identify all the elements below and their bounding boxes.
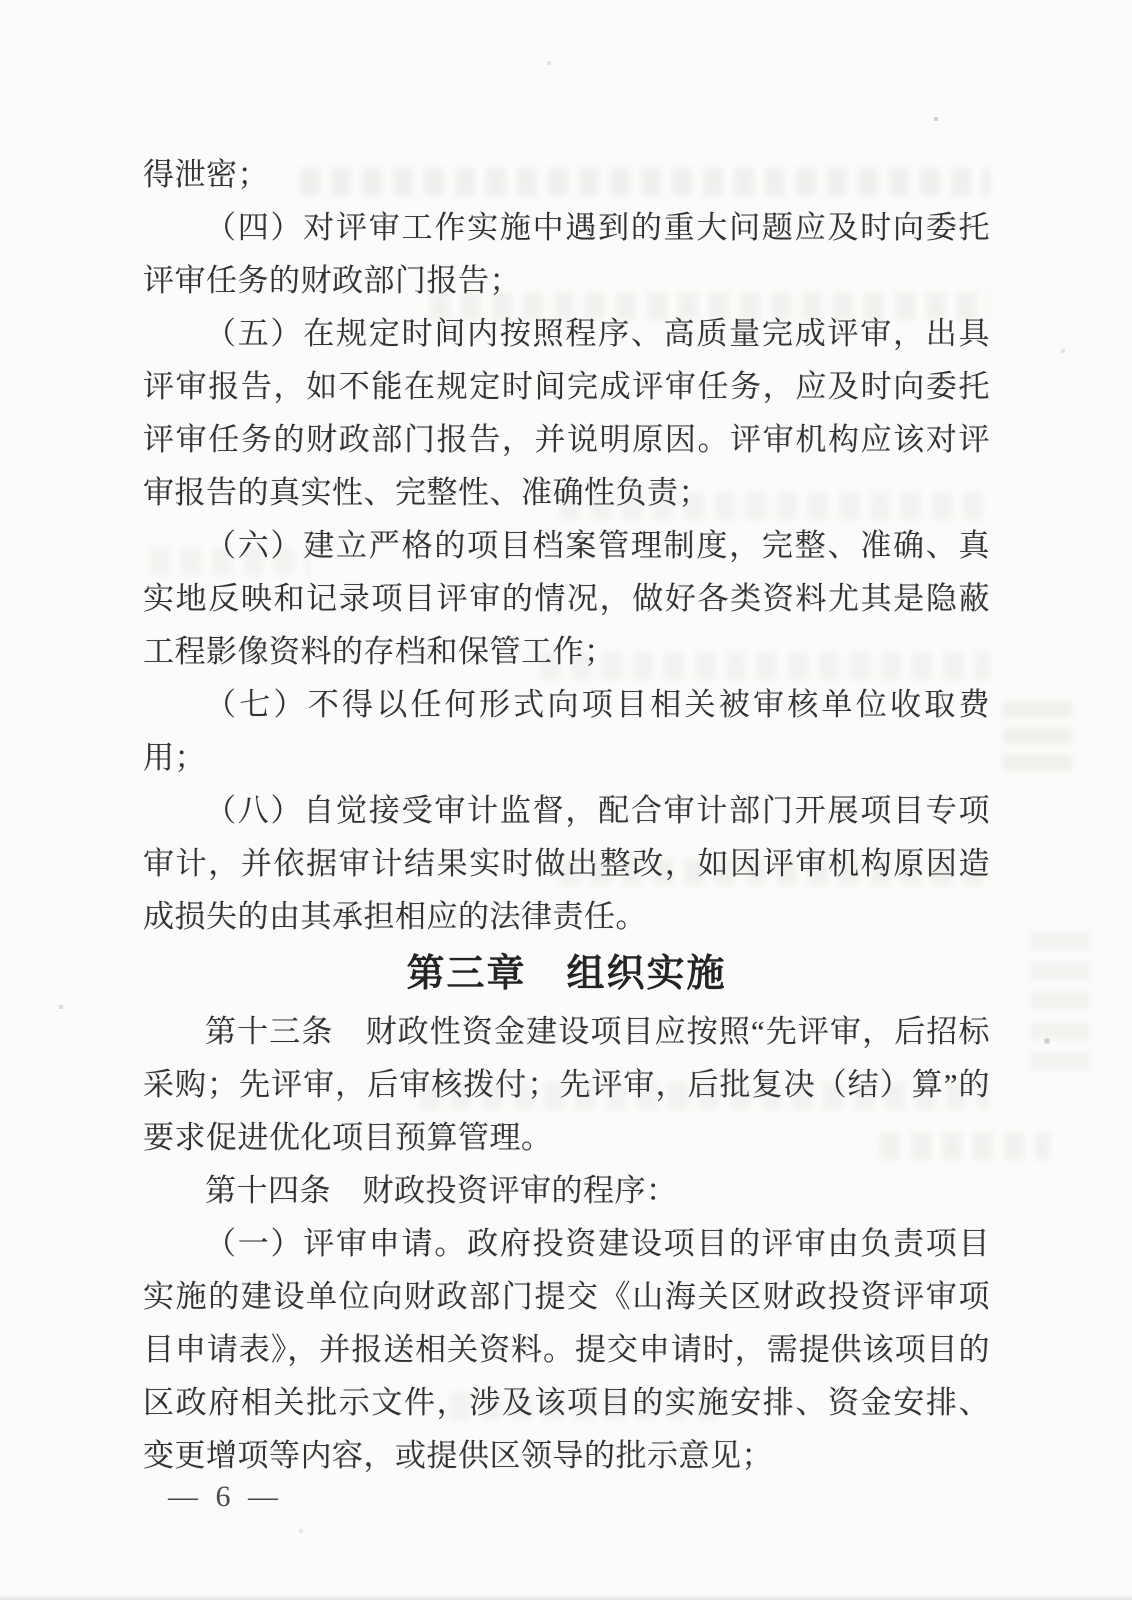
body-paragraph-item-4: （四）对评审工作实施中遇到的重大问题应及时向委托评审任务的财政部门报告； <box>143 210 990 298</box>
body-paragraph-item-5: （五）在规定时间内按照程序、高质量完成评审，出具评审报告，如不能在规定时间完成评审任务，应及时向委托评审任务的财政部门报告，并说明原因。评审机构应该对评审报告的真实性、完整性、准确性负责； <box>143 316 990 510</box>
body-paragraph-item-6: （六）建立严格的项目档案管理制度，完整、准确、真实地反映和记录项目评审的情况，做好各类资料尤其是隐蔽工程影像资料的存档和保管工作； <box>143 528 990 669</box>
body-paragraph-item-8: （八）自觉接受审计监督，配合审计部门开展项目专项审计，并依据审计结果实时做出整改，如因评审机构原因造成损失的由其承担相应的法律责任。 <box>143 793 990 934</box>
body-paragraph-item-7: （七）不得以任何形式向项目相关被审核单位收取费用； <box>143 687 990 775</box>
scan-noise-specks <box>0 0 2 2</box>
bleed-through-ghosting <box>1002 700 1072 770</box>
page-number: — 6 — <box>168 1480 283 1513</box>
body-paragraph-article-13: 第十三条 财政性资金建设项目应按照“先评审，后招标采购；先评审，后审核拨付；先评审，后批复决（结）算”的要求促进优化项目预算管理。 <box>143 1014 990 1155</box>
body-paragraph-item-1: （一）评审申请。政府投资建设项目的评审由负责项目实施的建设单位向财政部门提交《山海关区财政投资评审项目申请表》，并报送相关资料。提交申请时，需提供该项目的区政府相关批示文件，涉及该项目的实施安排、资金安排、变更增项等内容，或提供区领导的批示意见； <box>143 1226 990 1473</box>
bleed-through-ghosting <box>1030 920 1090 1070</box>
body-paragraph-article-14: 第十四条 财政投资评审的程序： <box>205 1173 678 1208</box>
document-body <box>143 148 990 1482</box>
body-paragraph-continuation: 得泄密； <box>143 157 269 192</box>
chapter-heading: 第三章 组织实施 <box>406 953 727 995</box>
